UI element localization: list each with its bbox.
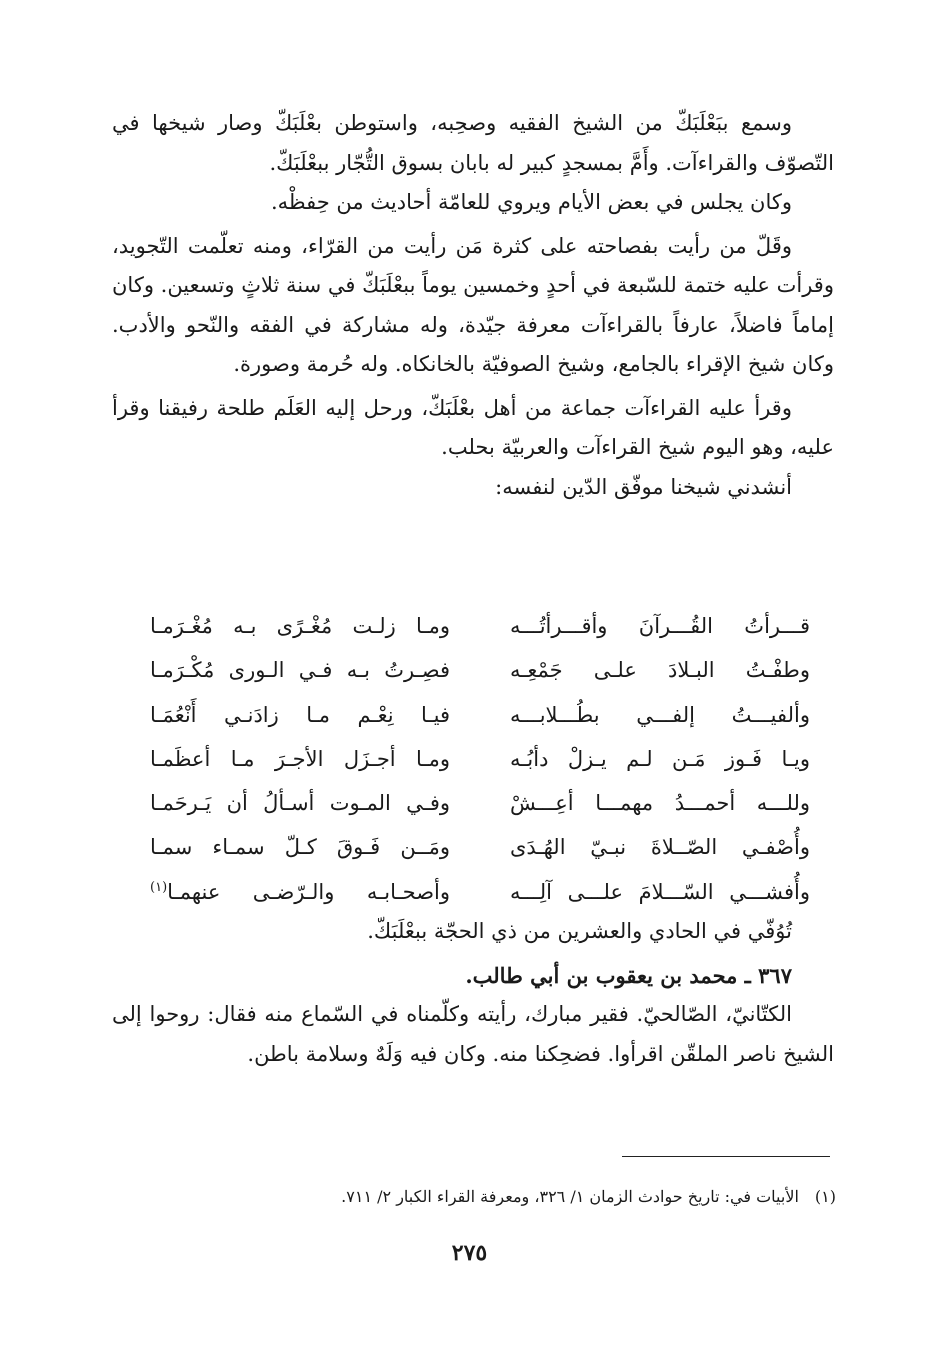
verse-first-hemistich: وطفْـتُ البـلادَ علـى جَمْعِـه (510, 658, 810, 683)
verse-first-hemistich: ويـا فَـوز مَـن لـم يـزلْ دأبُـه (510, 746, 810, 771)
verse-second-text: وأصحـابـه والـرّضـى عنهمـا (167, 879, 450, 904)
paragraph-poem-intro: أنشدني شيخنا موفّق الدّين لنفسه: (495, 474, 792, 499)
poem-verse (140, 870, 810, 914)
poem-verse (140, 737, 810, 781)
poem (140, 604, 810, 914)
poem-verse (140, 693, 810, 737)
paragraph-entry: الكتّانيّ، الصّالحيّ. فقير مبارك، رأيته وكلّمناه في السّماع منه فقال: روحوا إلى الشيخ ناصر الملقّن اقرأوا. فضحِكنا منه. وكان فيه وَلَهٌ وسلامة باطن. (112, 1002, 834, 1066)
verse-second-hemistich (150, 870, 450, 914)
footnote-divider (622, 1156, 830, 1157)
verse-second-hemistich: فيـا نِعْـم مـا زادَنـي أَنْعُمَـا (150, 702, 450, 727)
verse-first-hemistich: قـــرأتُ القُـــرآنَ وأقـــرأتُـــه (510, 614, 810, 638)
poem-verse (140, 648, 810, 692)
footnote-text: الأبيات في: تاريخ حوادث الزمان ١/ ٣٢٦، ومعرفة القراء الكبار ٢/ ٧١١. (341, 1187, 799, 1206)
verse-second-hemistich: ومَــن فَـوقَ كـلّ سمـاء سمـا (150, 835, 450, 860)
verse-first-hemistich: وألفيـــتُ إلفـــي بطُـــلابـــه (510, 702, 810, 727)
poem-verse (140, 825, 810, 869)
verse-first-hemistich: وأُفشـــي السّـــلامَ علـــى آلِـــه (510, 879, 810, 904)
verse-first-hemistich: وأُصْفـي الصّــلاةَ نبـيّ الهُـدَى (510, 835, 810, 860)
page-number: ٢٧٥ (451, 1240, 488, 1266)
verse-second-hemistich: ومـا زلـت مُغْـرًى بـه مُغْـرَمـا (150, 614, 450, 638)
paragraph-death: تُوُفّي في الحادي والعشرين من ذي الحجّة ببعْلَبَكّ. (367, 919, 792, 943)
footnote-marker[interactable]: (١) (150, 879, 168, 895)
body-text-bottom (112, 912, 834, 1074)
paragraph-recitation: وقَلّ من رأيت بفصاحته على كثرة مَن رأيت من القرّاء، ومنه تعلّمت التّجويد، وقرأت عليه ختمة للسّبعة في أحدٍ وخمسين يوماً ببعْلَبَكّ في سنة ثلاثٍ وتسعين. وكان إماماً فاضلاً، عارفاً بالقراءآت معرفة جيّدة، وله مشاركة في الفقه والنّحو والأدب. وكان شيخ الإقراء بالجامع، وشيخ الصوفيّة بالخانكاه. وله حُرمة وصورة. (112, 233, 834, 376)
paragraph-students: وقرأ عليه القراءآت جماعة من أهل بعْلَبَكّ، ورحل إليه العَلَم طلحة رفيقنا وقرأ عليه، وهو اليوم شيخ القراءآت والعربيّة بحلب. (112, 395, 834, 459)
verse-second-hemistich: فصِـرتُ بـه فـي الـورى مُكْـرَمـا (150, 658, 450, 683)
poem-verse (140, 781, 810, 825)
verse-first-hemistich: وللـــه أحمـــدُ مهمـــا أعِـــشْ (510, 791, 810, 816)
entry-heading: ٣٦٧ ـ محمد بن يعقوب بن أبي طالب. (465, 962, 792, 988)
verse-second-hemistich: ومـا أجـزَل الأجـرَ مـا أعظَمـا (150, 746, 450, 771)
footnote-number: (١) (814, 1187, 836, 1206)
body-text-top (112, 104, 834, 507)
footnote (200, 1184, 836, 1210)
poem-verse (140, 604, 810, 648)
paragraph-hadith: وكان يجلس في بعض الأيام ويروي للعامّة أحاديث من حِفظْه. (270, 190, 792, 214)
paragraph-biography: وسمع ببَعْلَبَكّ من الشيخ الفقيه وصحِبه، واستوطن بعْلَبَكّ وصار شيخها في التّصوّف والقراءآت. وأَمَّ بمسجدٍ كبير له بابان بسوق التُّجّار ببعْلَبَكّ. (112, 111, 834, 175)
verse-second-hemistich: وفـي المـوت أسـألُ أن يَـرحَمـا (150, 791, 450, 816)
